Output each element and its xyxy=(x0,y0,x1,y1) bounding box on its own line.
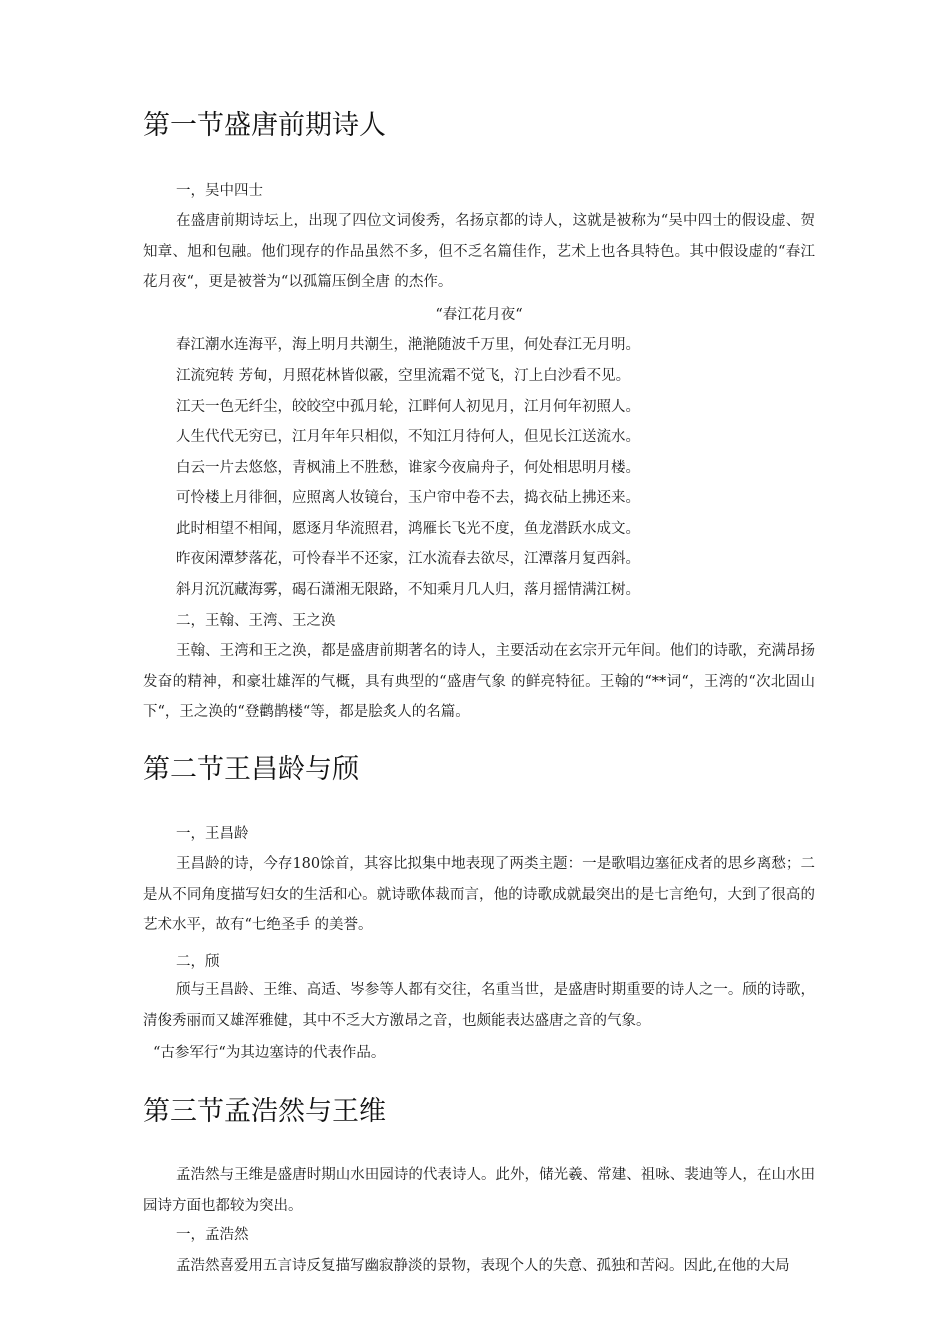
poem-line: 人生代代无穷已，江月年年只相似，不知江月待何人，但见长江送流水。 xyxy=(176,429,640,445)
poem-line: 春江潮水连海平，海上明月共潮生，滟滟随波千万里，何处春江无月明。 xyxy=(176,337,640,353)
poem-line: 昨夜闲潭梦落花，可怜春半不还家，江水流春去欲尽，江潭落月复西斜。 xyxy=(176,551,640,567)
poem-line: 此时相望不相闻，愿逐月华流照君，鸿雁长飞光不度，鱼龙潜跃水成文。 xyxy=(176,521,640,537)
section-3-paragraph-1: 孟浩然与王维是盛唐时期山水田园诗的代表诗人。此外，储光羲、常建、祖咏、裴迪等人，在山水田园诗方面也都较为突出。 xyxy=(143,1167,815,1214)
section-1-paragraph-1: 在盛唐前期诗坛上，出现了四位文词俊秀，名扬京都的诗人，这就是被称为“吴中四士的假设虚、贺知章、旭和包融。他们现存的作品虽然不多，但不乏名篇佳作，艺术上也各具特色。其中假设虚的“春江花月夜“，更是被誉为“以孤篇压倒全唐 的杰作。 xyxy=(143,213,815,290)
poem-line: 江流宛转 芳甸，月照花林皆似霰，空里流霜不觉飞，汀上白沙看不见。 xyxy=(176,368,631,384)
section-1-subheading-2: 二，王翰、王湾、王之涣 xyxy=(176,613,336,629)
section-3-paragraph-2: 孟浩然喜爱用五言诗反复描写幽寂静淡的景物，表现个人的失意、孤独和苦闷。因此,在他的大局 xyxy=(176,1258,790,1274)
poem-line: 江天一色无纤尘，皎皎空中孤月轮，江畔何人初见月，江月何年初照人。 xyxy=(176,399,640,415)
section-2-subheading-1: 一，王昌龄 xyxy=(176,826,249,842)
poem-line: 白云一片去悠悠，青枫浦上不胜愁，谁家今夜扁舟子，何处相思明月楼。 xyxy=(176,460,640,476)
section-1-title: 第一节盛唐前期诗人 xyxy=(143,110,386,141)
poem-line: 斜月沉沉藏海雾，碣石潇湘无限路，不知乘月几人归，落月摇情满江树。 xyxy=(176,582,640,598)
section-2-subheading-2: 二，颀 xyxy=(176,954,220,970)
poem-title: “春江花月夜“ xyxy=(435,307,523,323)
section-1-subheading-1: 一，吴中四士 xyxy=(176,183,263,199)
section-2-title: 第二节王昌龄与颀 xyxy=(143,754,359,785)
section-2-paragraph-2: 颀与王昌龄、王维、高适、岑参等人都有交往，名重当世，是盛唐时期重要的诗人之一。颀的诗歌，清俊秀丽而又雄浑雅健，其中不乏大方激昂之音，也颇能表达盛唐之音的气象。 xyxy=(143,982,815,1029)
poem-line: 可怜楼上月徘徊，应照离人妆镜台，玉户帘中卷不去，捣衣砧上拂还来。 xyxy=(176,490,640,506)
section-1-paragraph-2: 王翰、王湾和王之涣，都是盛唐前期著名的诗人，主要活动在玄宗开元年间。他们的诗歌，充满昂扬发奋的精神，和豪壮雄浑的气概，具有典型的“盛唐气象 的鲜亮特征。王翰的“**词“，王湾的“次北固山下“，王之涣的“登鹳鹊楼“等，都是脍炙人的名篇。 xyxy=(143,643,815,720)
section-2-note: “古参军行“为其边塞诗的代表作品。 xyxy=(153,1045,386,1061)
section-3-subheading-1: 一，孟浩然 xyxy=(176,1227,249,1243)
section-2-paragraph-1: 王昌龄的诗，今存180馀首，其容比拟集中地表现了两类主题：一是歌唱边塞征戍者的思乡离愁；二是从不同角度描写妇女的生活和心。就诗歌体裁而言，他的诗歌成就最突出的是七言绝句，大到了很高的艺术水平，故有“七绝圣手 的美誉。 xyxy=(143,856,815,933)
section-3-title: 第三节孟浩然与王维 xyxy=(143,1096,386,1127)
